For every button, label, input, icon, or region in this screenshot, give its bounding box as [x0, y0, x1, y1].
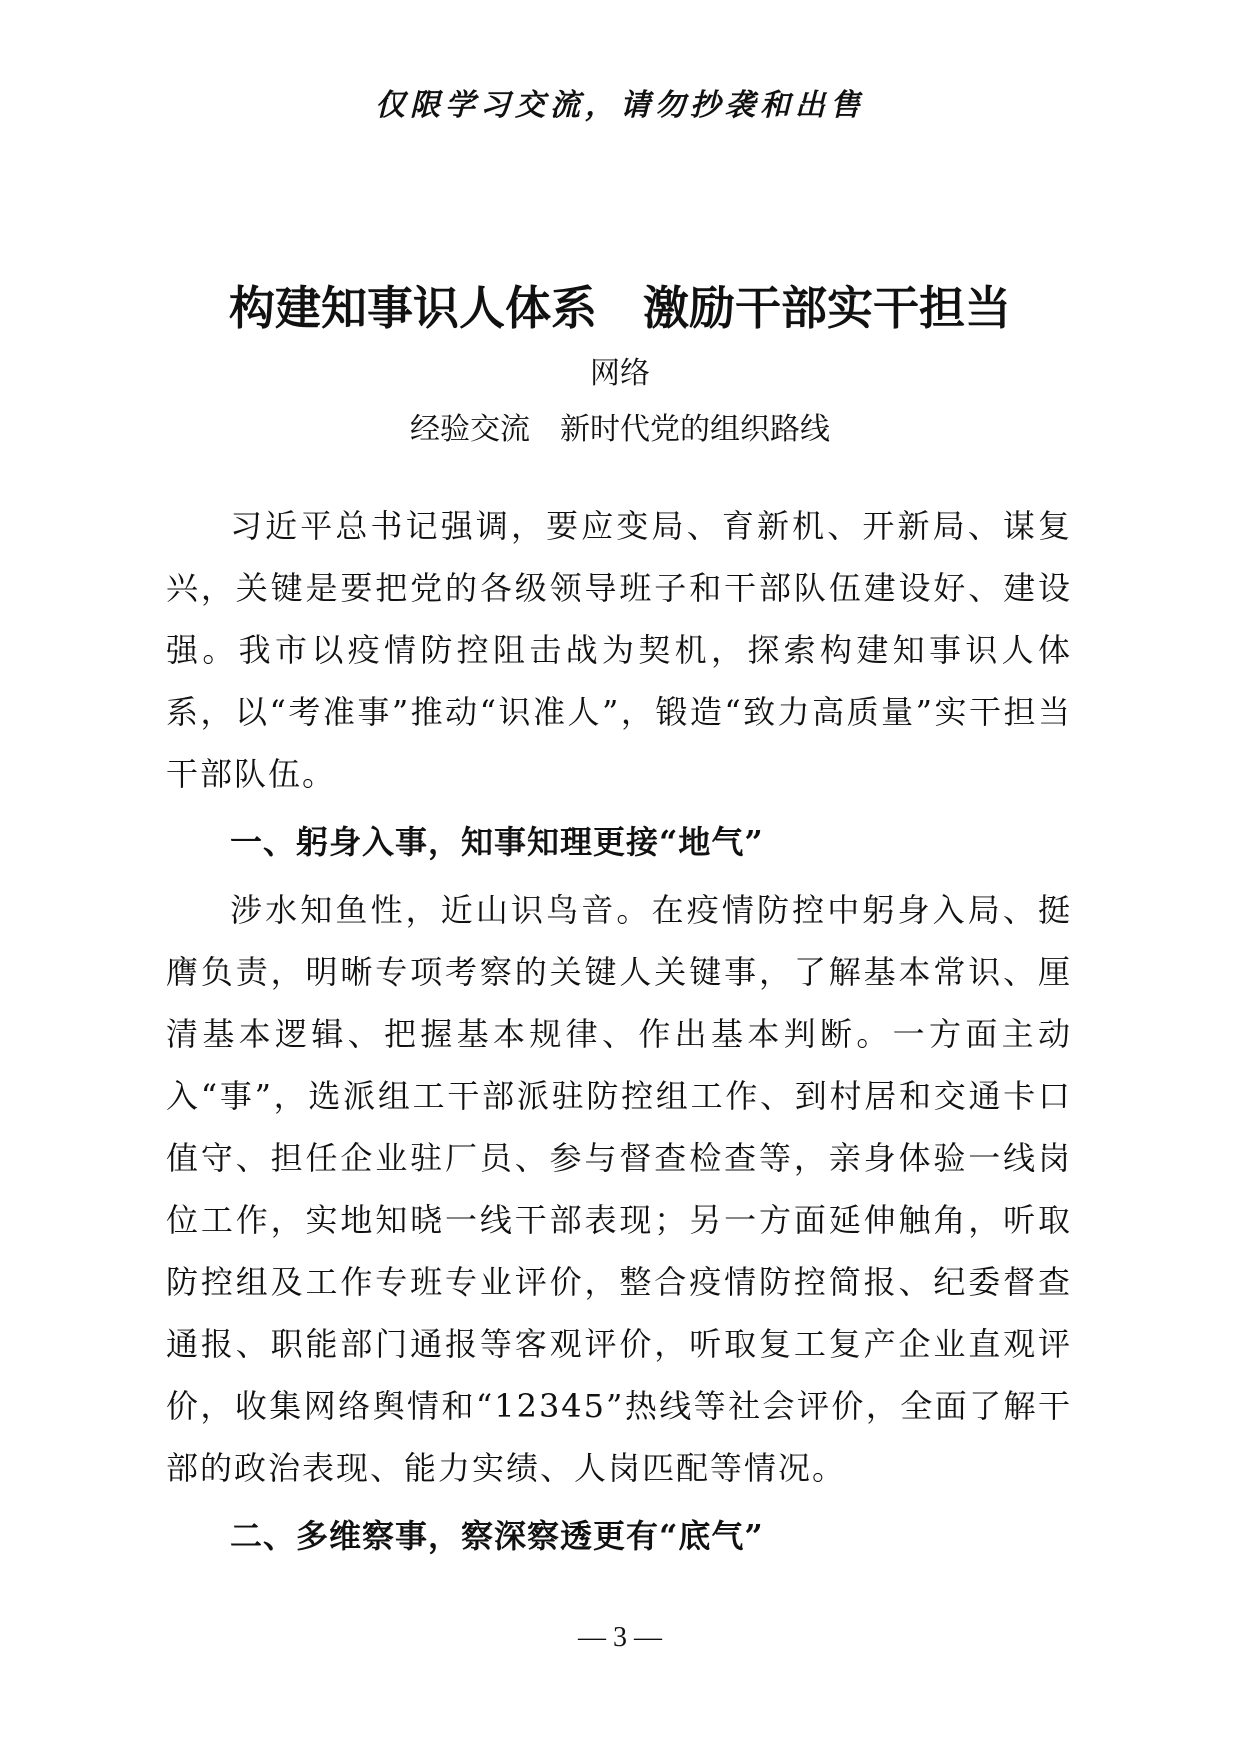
section-heading-2: 二、多维察事，察深察透更有“底气” — [230, 1517, 764, 1555]
document-title: 构建知事识人体系 激励干部实干担当 — [229, 281, 1011, 335]
header-notice: 仅限学习交流，请勿抄袭和出售 — [375, 88, 865, 123]
document-body — [166, 495, 1072, 1573]
source-line: 网络 — [590, 356, 650, 391]
page-number: — 3 — — [578, 1622, 662, 1653]
column-line: 经验交流 新时代党的组织路线 — [410, 412, 830, 447]
section-1-paragraph: 涉水知鱼性，近山识鸟音。在疫情防控中躬身入局、挺膺负责，明晰专项考察的关键人关键事，了解基本常识、厘清基本逻辑、把握基本规律、作出基本判断。一方面主动入“事”，选派组工干部派驻防控组工作、到村居和交通卡口值守、担任企业驻厂员、参与督查检查等，亲身体验一线岗位工作，实地知晓一线干部表现；另一方面延伸触角，听取防控组及工作专班专业评价，整合疫情防控简报、纪委督查通报、职能部门通报等客观评价，听取复工复产企业直观评价，收集网络舆情和“12345”热线等社会评价，全面了解干部的政治表现、能力实绩、人岗匹配等情况。 — [166, 891, 1072, 1487]
section-heading-1: 一、躬身入事，知事知理更接“地气” — [230, 823, 764, 861]
intro-paragraph: 习近平总书记强调，要应变局、育新机、开新局、谋复兴，关键是要把党的各级领导班子和干部队伍建设好、建设强。我市以疫情防控阻击战为契机，探索构建知事识人体系，以“考准事”推动“识准人”，锻造“致力高质量”实干担当干部队伍。 — [166, 507, 1072, 793]
